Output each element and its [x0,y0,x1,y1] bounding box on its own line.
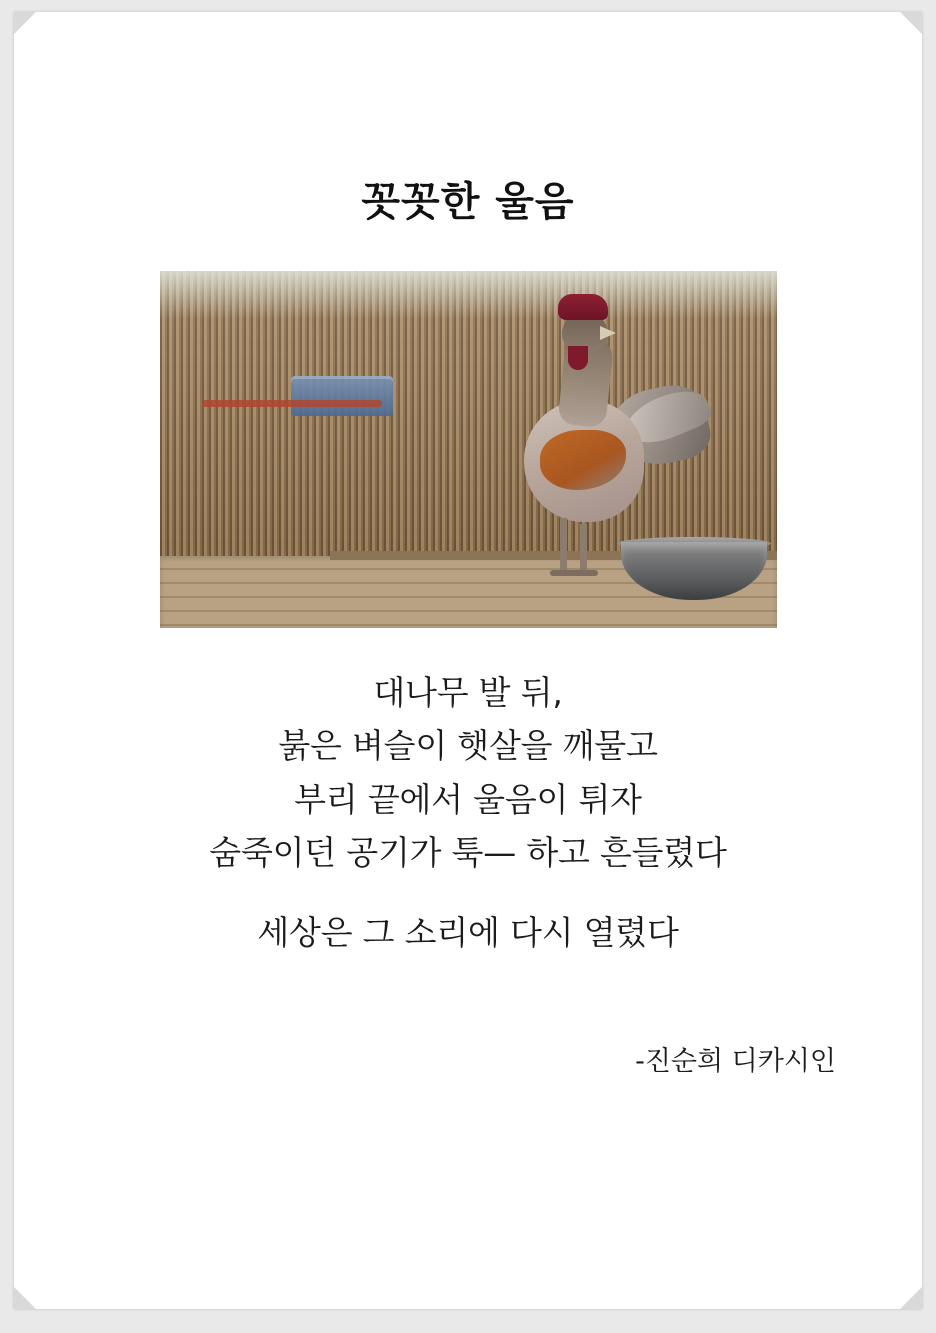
rooster-leg-left [560,518,567,570]
rooster-beak [600,326,616,340]
rooster-foot-right [572,570,598,576]
rooster-comb [558,294,608,320]
poem-body [14,666,922,959]
red-pipe-object [202,400,382,407]
poster-page [14,12,922,1309]
rooster-leg-right [580,524,587,570]
poem-stanza-break [14,880,922,906]
author-byline: -진순희 디카시인 [635,1046,836,1078]
poem-line: 세상은 그 소리에 다시 열렸다 [257,912,679,952]
rooster-photo [160,271,777,628]
corner-fold-top-right-icon [900,12,922,34]
rooster-wattle [568,346,588,370]
corner-fold-bottom-left-icon [14,1287,36,1309]
corner-fold-bottom-right-icon [900,1287,922,1309]
poem-line: 부리 끝에서 울음이 튀자 [294,779,642,819]
page-title: 꼿꼿한 울음 [361,179,575,225]
poem-line: 대나무 발 뒤, [373,673,563,712]
poem-line: 숨죽이던 공기가 툭— 하고 흔들렸다 [209,833,727,873]
rooster-figure [496,296,696,576]
blue-container-object [291,376,393,416]
corner-fold-top-left-icon [14,12,36,34]
poem-line: 붉은 벼슬이 햇살을 깨물고 [278,726,658,766]
